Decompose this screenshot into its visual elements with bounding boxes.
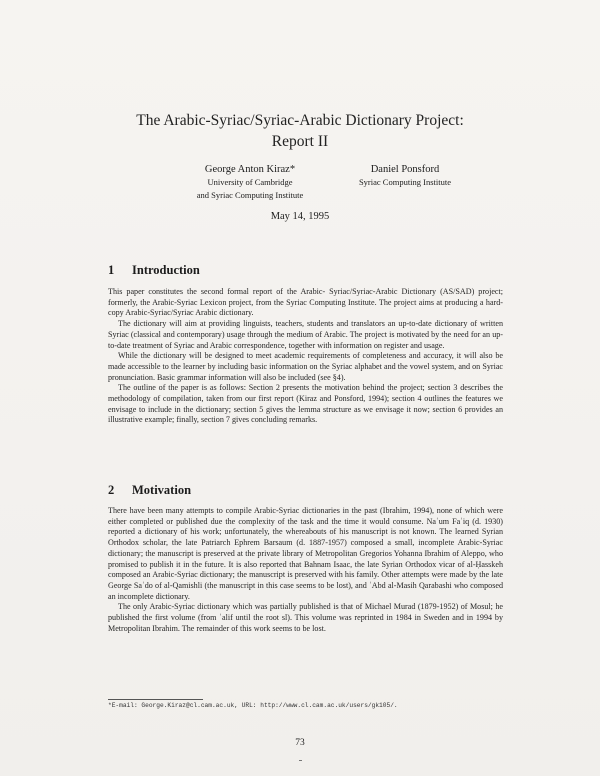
title-line-1: The Arabic-Syriac/Syriac-Arabic Dictionary Project: [136,112,464,129]
paper-date: May 14, 1995 [270,211,330,222]
section-title: Motivation [132,483,192,497]
author-2 [335,163,475,189]
section-title: Introduction [132,263,200,277]
paragraph: This paper constitutes the second formal report of the Arabic- Syriac/Syriac-Arabic Dictionary (AS/SAD) project; formerly, the Arabic-Syriac Lexicon project, from the Syriac Computing Institute. The project aims at producing a hard-copy Arabic-Syriac/Syriac Arabic dictionary. [108,287,503,318]
author-1 [170,163,330,202]
author-affiliation: Syriac Computing Institute [358,177,452,187]
paper-title [60,110,540,152]
title-line-2: Report II [271,133,329,150]
footnote: *E-mail: George.Kiraz@cl.cam.ac.uk, URL: http://www.cl.cam.ac.uk/users/gk105/. [108,702,398,709]
section-body-motivation [108,506,503,634]
section-number: 2 [108,483,115,497]
section-number: 1 [108,263,115,277]
author-affiliation: University of Cambridge [207,177,293,187]
footnote-rule [108,699,203,700]
paragraph: While the dictionary will be designed to meet academic requirements of completeness and accuracy, it will also be made accessible to the learner by including basic information on the Syriac alphabet and the vowel system, and on Syriac pronunciation. Basic grammar information will also be included (see §4). [108,351,503,382]
paragraph: The only Arabic-Syriac dictionary which was partially published is that of Michael Murad (1879-1952) of Mosul; he published the first volume (from ʾalif until the root sl). This volume was reprinted in 1984 in Sweden and in 1994 by Metropolitan Ibrahim. The remainder of this work seems to be lost. [108,602,503,633]
author-name: Daniel Ponsford [370,164,440,175]
page-number: 73 [295,738,305,748]
scan-mark [299,760,302,761]
section-heading-introduction [108,263,200,278]
author-affiliation: and Syriac Computing Institute [196,190,304,200]
paragraph: The dictionary will aim at providing linguists, teachers, students and translators an up-to-date dictionary of written Syriac (classical and contemporary) usage through the medium of Arabic. The project is motivated by the need for an up-to-date treatment of Syriac and Arabic correspondence, together with information on register and usage. [108,319,503,350]
section-heading-motivation [108,483,191,498]
section-body-introduction [108,287,503,426]
author-name: George Anton Kiraz* [204,164,296,175]
paragraph: There have been many attempts to compile Arabic-Syriac dictionaries in the past (Ibrahim, 1994), none of which were either completed or published due the complexity of the task and the time it would consume. Naʿum Faʿiq (d. 1930) reported a dictionary of his work; unfortunately, the whereabouts of his manuscript is not known. The learned Syrian Orthodox scholar, the late Patriarch Ephrem Barsaum (d. 1887-1957) composed a small, incomplete Arabic-Syriac dictionary; the manuscript is preserved at the private library of Metropolitan Gregorios Yohanna Ibrahim of Aleppo, who promised to publish it in the future. It is also reported that Bahnam Isaac, the late Syrian Orthodox vicar of al-Ḥasskeh composed an Arabic-Syriac dictionary; the manuscript is preserved with his family. Other attempts were made by the late George Saʿdo of al-Qamishli (the manuscript in this case seems to be lost), and ʿAbd al-Masih Qarabashi who composed an incomplete dictionary. [108,506,503,601]
paragraph: The outline of the paper is as follows: Section 2 presents the motivation behind the project; section 3 describes the methodology of compilation, taken from our first report (Kiraz and Ponsford, 1994); section 4 outlines the features we envisage to include in the dictionary; section 5 gives the lemma structure as we envisage it now; section 6 provides an illustrative example; finally, section 7 gives concluding remarks. [108,383,503,425]
